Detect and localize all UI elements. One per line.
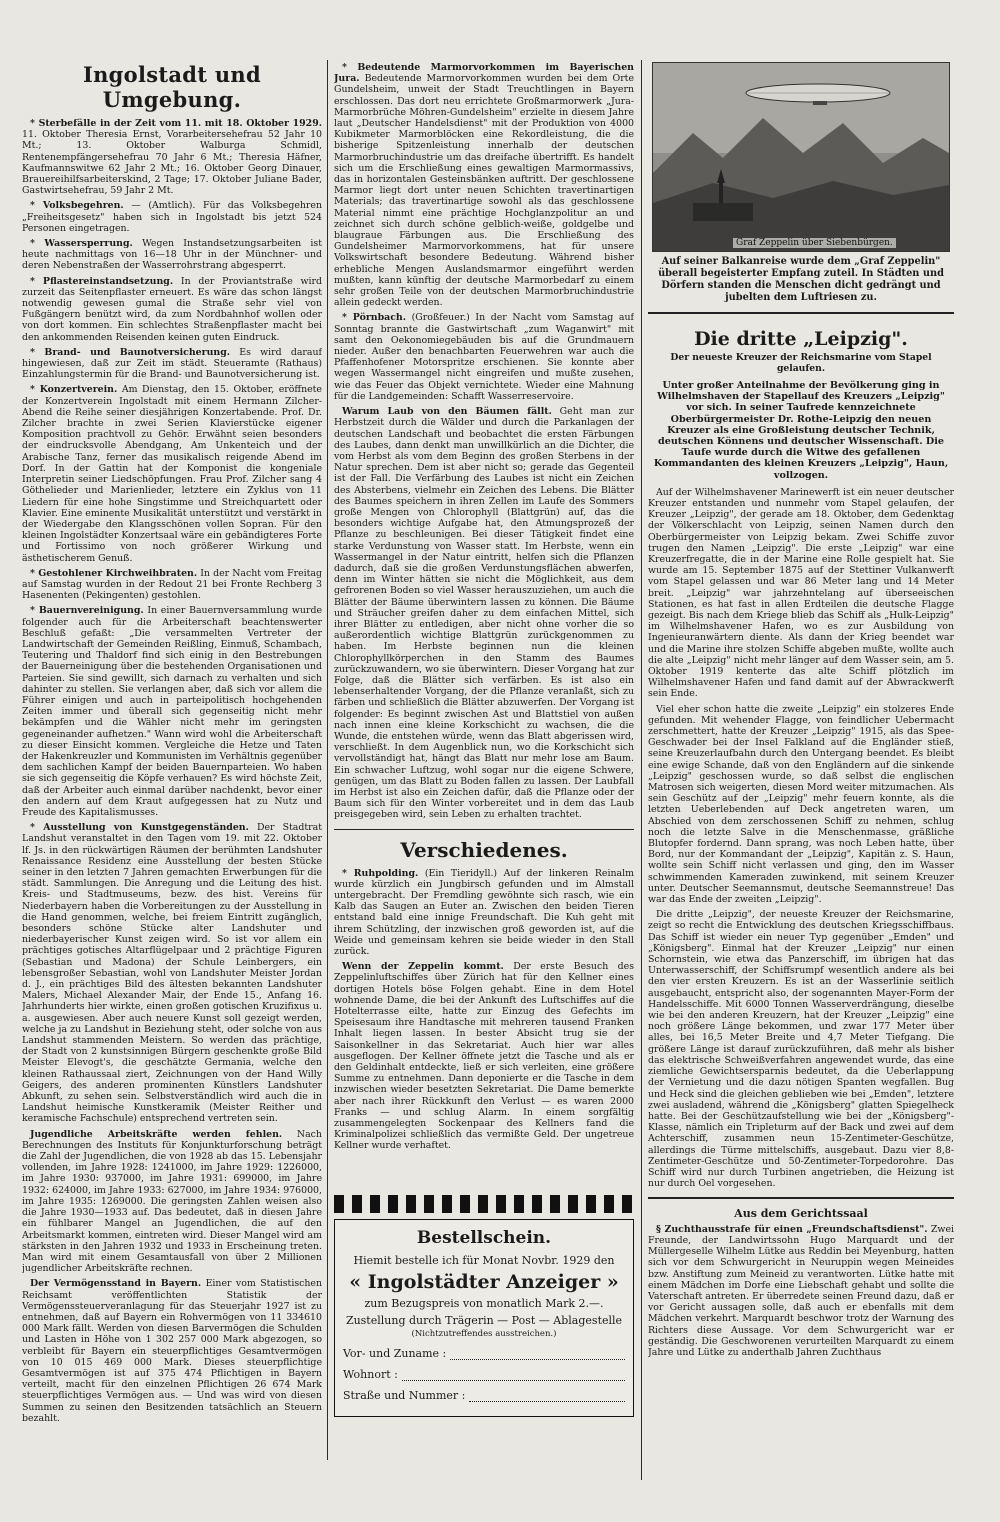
residence-field[interactable]: Wohnort :	[343, 1368, 625, 1381]
section-heading-ingolstadt: Ingolstadt und Umgebung.	[82, 62, 261, 112]
article-deaths: * Sterbefälle in der Zeit vom 11. mit 18. Oktober 1929. 11. Oktober Theresia Ernst, Vorarbeitersehefrau 52 Jahr 10 Mt.; 13. Oktober Walburga Schmidl, Rentenempfängersehefrau 70 Jahr 6 Mt.; Theresia Häfner, Kaufmannswitwe 62 Jahr 2 Mt.; 16. Oktober Georg Dinauer, Brauereihilfsarbeiterskind, 2 Tage; 17. Oktober Juliane Bader, Gastwirtsehefrau, 59 Jahr 2 Mt.	[22, 118, 322, 197]
ornament-border	[334, 1195, 634, 1213]
section-heading-court: Aus dem Gerichtssaal	[734, 1206, 868, 1220]
article-concert: * Konzertverein. Am Dienstag, den 15. Oktober, eröffnete der Konzertverein Ingolstadt mit einem Hermann Zilcher-Abend die Reihe seiner diesjährigen Konzertabende. Prof. Dr. Zilcher brachte in zwei Serien Klavierstücke eigener Komposition prachtvoll zu Gehör. Erwähnt seien besonders der eindrucksvolle Abendgang, Am Unkenteich und der Arabische Tanz, ferner das musikalisch reigende Abend im Dorf. In der Gattin hat der Komponist die kongeniale Interpretin seiner Liedschöpfungen. Frau Prof. Zilcher sang 4 Göthelieder und Marienlieder, letztere ein Zyklus von 11 Liedern für eine hohe Singstimme und Streichquartett oder Klavier. Eine eminente Musikalität unterstützt und verstärkt in der Wiedergabe den Klangsschönen vollen Sopran. Für den kleinen Ingolstädter Konzertsaal wäre ein gebändigteres Forte und Fortissimo von noch größerer Wirkung und ästhetischerem Genuß.	[22, 384, 322, 564]
article-wealth: Der Vermögensstand in Bayern. Einer vom Statistischen Reichsamt veröffentlichten Statistik der Vermögenssteuerveranlagung für das Steuerjahr 1927 ist zu entnehmen, daß auf Bayern ein Rohvermögen von 11 334610 000 Mark fällt. Werden von diesen Barvermögen die Schulden und Lasten in Höhe von 1 302 257 000 Mark abgezogen, so verbleibt für Bayern ein steuerpflichtiges Gesamtvermögen von 10 015 469 000 Mark. Dieses steuerpflichtige Gesamtvermögen ist auf 375 474 Pflichtigen in Bayern verteilt, macht für den einzelnen Pflichtigen 26 674 Mark steuerpflichtiges Vermögen aus. — Und was wird von diesen Summen zu seinen den Besitzenden tatsächlich an Steuern bezahlt.	[22, 1278, 322, 1424]
article-leaves: Warum Laub von den Bäumen fällt. Geht man zur Herbstzeit durch die Wälder und durch die Parkanlagen der deutschen Landschaft und beobachtet die ersten Färbungen des Laubes, dann denkt man unwillkürlich an die Dichter, die vom Herbst als vom dem Beginn des großen Sterbens in der Natur sprechen. Dem ist aber nicht so; gerade das Gegenteil ist der Fall. Die Verfärbung des Laubes ist nicht ein Zeichen des Absterbens, vielmehr ein Zeichen des Lebens. Die Blätter des Baumes speichern in ihren Zellen im Laufe des Sommers große Mengen von Chlorophyll (Blattgrün) auf, das die besonders wichtige Aufgabe hat, den Atmungsprozeß der Pflanze zu beschleunigen. Bei dieser Tätigkeit findet eine starke Verdunstung von Wasser statt. Im Herbste, wenn ein Wassermangel in der Natur eintritt, helfen sich die Pflanzen dadurch, daß sie die großen Verdunstungsflächen abwerfen, denn im Winter hätten sie nicht die Möglichkeit, aus dem gefrorenen Boden so viel Wasser herauszuziehen, um auch die Blätter der Bäume überwintern lassen zu können. Die Bäume und Sträucher greifen daher zu dem einfachen Mittel, sich ihrer Blätter zu entledigen, aber nicht ohne vorher die so außerordentlich wichtige Blattgrün zurückgenommen zu haben. Im Herbste beginnen nun die kleinen Chlorophyllkörperchen in den Stamm des Baumes zurückzuwandern, wo sie überwintern. Dieser Vorgang hat zur Folge, daß die Blätter sich verfärben. Es ist also ein lebenserhaltender Vorgang, der die Pflanze veranlaßt, sich zu färben und schließlich die Blätter abzuwerfen. Der Vorgang ist folgender: Es beginnt zwischen Ast und Blattstiel von außen nach innen eine kleine Korkschicht zu wachsen, die die Wunde, die entstehen würde, wenn das Blatt abgerissen wird, verschließt. In dem Augenblick nun, wo die Korkschicht sich vervollständigt hat, hängt das Blatt nur mehr lose am Baum. Ein schwacher Luftzug, wohl sogar nur die eigene Schwere, genügen, um das Blatt zu Boden fallen zu lassen. Der Laubfall im Herbst ist also ein Zeichen dafür, daß die Pflanze oder der Baum sich für den Winter vorbereitet und in dem das Laub preisgegeben wird, sein Leben zu erhalten trachtet.	[334, 406, 634, 821]
article-water: * Wassersperrung. Wegen Instandsetzungsarbeiten ist heute nachmittags von 16—18 Uhr in der Münchner- und deren Nebenstraßen der Wasserrohrstrang abgesperrt.	[22, 238, 322, 272]
article-paving: * Pflastereinstandsetzung. In der Proviantstraße wird zurzeit das Seitenpflaster erneuert. Es wäre das schon längst notwendig gewesen gumal die Straße sehr viel von Fußgängern benützt wird, da zum Nordbahnhof wollen oder von dort kommen. Ein schlechtes Straßenpflaster macht bei den ankommenden Reisenden keinen guten Eindruck.	[22, 275, 322, 343]
name-field[interactable]: Vor- und Zuname :	[343, 1347, 625, 1360]
article-youth-labor: Jugendliche Arbeitskräfte werden fehlen. Nach Berechnungen des Instituts für Konjunkturforschung beträgt die Zahl der Jugendlichen, die von 1928 ab das 15. Lebensjahr vollenden, im Jahre 1928: 1241000, im Jahre 1929: 1226000, im Jahre 1930: 937000, im Jahre 1931: 699000, im Jahre 1932: 624000, im Jahre 1933: 627000, im Jahre 1934: 976000, im Jahre 1935: 1269000. Die geringsten Zahlen weisen also die Jahre 1930—1933 auf. Das bedeutet, daß in diesen Jahre ein fühlbarer Mangel an Jugendlichen, die auf den Arbeitsmarkt kommen, eintreten wird. Dieser Mangel wird am stärksten in den Jahren 1932 und 1933 in Erscheinung treten. Man wird mit einem Gesamtausfall von über 2 Millionen jugendlicher Arbeitskräfte rechnen.	[22, 1128, 322, 1275]
article-marble: * Bedeutende Marmorvorkommen im Bayerischen Jura. Bedeutende Marmorvorkommen wurden bei dem Orte Gundelsheim, unweit der Stadt Treuchtlingen in Bayern erschlossen. Das dort neu errichtete Großmarmorwerk „Jura-Marmorbrüche Möhren-Gundelsheim" erzielte in diesem Jahre laut „Deutscher Handelsdienst" mit der Produktion von 4000 Kubikmeter Marmorblöcken eine Rekordleistung, die die bisherige Spitzenleistung innerhalb der deutschen Marmorbruchindustrie um das dreifache übertrifft. Es handelt sich um die Erschließung eines gewaltigen Marmormassivs, das in horizontalen Gesteinsbänken auftritt. Der geschlossene Marmor liegt dort unter neuen Schichten travertinartigen Materials; das travertinartige sowohl als das geschlossene Material nimmt eine prächtige Hochglanzpolitur an und zeichnet sich durch schöne gelblich-weiße, goldgelbe und blaugraue Färbungen aus. Die Erschließung des Gundelsheimer Marmorvorkommens, hat für unsere Volkswirtschaft besondere Bedeutung. Während bisher erhebliche Mengen Auslandsmarmor eingeführt werden mußten, kann künftig der deutsche Marmorbedarf zu einem sehr großen Teile von der deutschen Marmorbruchindustrie allein gedeckt werden.	[334, 62, 634, 309]
article-exhibition: * Ausstellung von Kunstgegenständen. Der Stadtrat Landshut veranstaltet in den Tagen vom 19. mit 22. Oktober lf. Js. in den rückwärtigen Räumen der berühmten Landshuter Renaissance Residenz eine Ausstellung der besten Stücke seiner in den letzten 7 Jahren gemachten Erwerbungen für die städt. Sammlungen. Die Anregung und die Leitung des hist. Kreis- und Stadtmuseums, bezw. des hist. Vereins für Niederbayern haben die Vorbereitungen zu der Ausstellung in die Hand genommen, welche, bei freiem Eintritt zugänglich, besonders schöne Stücke alter Landshuter und niederbayerischer Kunst zeigen wird. So ist vor allem ein prächtiges gotisches Altarflügelpaar und 2 prächtige Figuren (Sebastian und Madona) der Schule Leinbergers, ein lebensgroßer Sebastian, wohl von Landshuter Meister Jordan d. J., ein prächtiges Bild des ältesten bekannten Landshuter Malers, Michael Alexander Mair, der Ende 15., Anfang 16. Jahrhunderts hier wirkte, einen großen gotischen Kruzifixus u. a. ausgewiesen. Aber auch neuere Kunst soll gezeigt werden, welche ja zu Landshut in Beziehung steht, oder solche von aus Landshut stammenden Meistern. So werden das prächtige, der Stadt von 2 kunstsinnigen Bürgern geschenkte große Bild Meister Elevogt's, die geschätzte Germania, welche den kleinen Rathaussaal ziert, Zeichnungen von der Hand Willy Geigers, des anderen prominenten Künstlers Landshuter Abkunft, zu sehen sein. Selbstverständlich wird auch die in Landshut heimische Kunstkeramik (Meister Reither und keramische Fachschule) entsprechend vertreten sein.	[22, 822, 322, 1125]
column-local-news	[22, 62, 322, 1462]
order-form-box	[334, 1219, 634, 1417]
article-zeppelin-theft: Wenn der Zeppelin kommt. Der erste Besuch des Zeppelinluftschiffes über Zürich hat für den Kellner eines dortigen Hotels böse Folgen gehabt. Eine in dem Hotel wohnende Dame, die bei der Ankunft des Luftschiffes auf die Hotelterrasse eilte, hatte zur Einzug des Gefechts im Speisesaum ihre Handtasche mit mehreren tausend Franken Inhalt liegen lassen. In bester Absicht trug sie der Saisonkellner in das Sekretariat. Auch hier war alles ausgeflogen. Der Kellner öffnete jetzt die Tasche und als er den Geldinhalt entdeckte, ließ er sich verleiten, eine größere Summe zu entnehmen. Dann deponierte er die Tasche in dem inzwischen wieder besetzten Sekretariat. Die Dame bemerkte aber nach ihrer Rückkunft den Verlust — es waren 2000 Franks — und schlug Alarm. In einem sorgfältig zusammengelegten Sockenpaar des Kellners fand die Kriminalpolizei schließlich das vermißte Geld. Der ungetreue Kellner wurde verhaftet.	[334, 961, 634, 1152]
article-leipzig-p3: Die dritte „Leipzig", der neueste Kreuzer der Reichsmarine, zeigt so recht die Entwicklung des deutschen Kriegsschiffbaus. Das Schiff ist wieder ein neuer Typ gegenüber „Emden" und „Königsberg". Einmal hat der Kreuzer „Leipzig" nur einen Schornstein, wie etwa das Panzerschiff, im übrigen hat das Unterwasserschiff, der Schiffsrumpf wesentlich andere als bei den vier ersten Kreuzern. Es ist an der Wasserlinie seitlich ausgebaucht, entspricht also, der sogenannten Mayer-Form der Handelsschiffe. Mit 6000 Tonnen Wasserverdrängung, dieselbe wie bei den anderen Kreuzern, hat der Kreuzer „Leipzig" eine noch größere Länge bekommen, und zwar 177 Meter über alles, bei 16,5 Meter Breite und 4,7 Meter Tiefgang. Die größere Länge ist darauf zurückzuführen, daß mehr als bisher das elektrische Schweißverfahren angewendet wurde, das eine ziemliche Gewichtsersparnis bedeutet, da die Ueberlappung der Vernietung und die dazu nötigen Spanten wegfallen. Bug und Heck sind die gleichen geblieben wie bei „Emden", letztere zwei ausladend, während die „Königsberg" glatten Spiegelheck hatte. Bei der Geschützaufstellung wie bei der „Königsberg"-Klasse, nämlich ein Tripleturm auf der Back und zwei auf dem Achterschiff, zusammen neun 15-Zentimeter-Geschütze, allerdings die Türme mittelschiffs, ausgebaut. Dazu vier 8,8-Zentimeter-Geschütze und 50-Zentimeter-Torpedorohre. Das Schiff wird nur durch Turbinen angetrieben, die Heizung ist nur durch Oel vorgesehen.	[648, 909, 954, 1190]
subscription-price: zum Bezugspreis von monatlich Mark 2.—.	[364, 1297, 604, 1310]
zeppelin-caption-text: Auf seiner Balkanreise wurde dem „Graf Zeppelin" überall begeisterter Empfang zuteil. In Städten und Dörfern standen die Menschen dicht gedrängt und jubelten dem Luftriesen zu.	[658, 256, 944, 303]
divider	[648, 1197, 954, 1199]
street-field[interactable]: Straße und Nummer :	[343, 1389, 625, 1402]
article-farmers: * Bauernvereinigung. In einer Bauernversammlung wurde folgender auch für die Arbeiterschaft beachtenswerter Beschluß gefaßt: „Die versammelten Vertreter der Landwirtschaft der Gemeinden Reißling, Einmuß, Schambach, Teutering und Thaldorf find sich einig in den Bestrebungen der Bauerneinigung über die bestehenden Organisationen und Parteien. Sie sind gewillt, sich darnach zu verhalten und sich dahinter zu stellen. Sie verlangen aber, daß sich vor allem die Führer einigen und auch in parteipolitisch hochgehenden Zeiten immer und überall sich gegenseitig nicht mehr bekämpfen und die Wähler nicht mehr im geringsten gegeneinander aufhetzen." Wann wird wohl die Arbeiterschaft zu dieser Einsicht kommen. Vergleiche die Hetze und Taten der Hakenkreuzler und Kommunisten im Verhältnis gegenüber dem sachlichen Kampf der beiden Bauernparteien. Wo haben sie sich gegenseitig die Köpfe verhauen? Es wird höchste Zeit, daß der Arbeiter auch einmal darüber nachdenkt, bevor einer den andern auf dem Kraut aufgegessen hat zu Nutz und Freude des Kapitalismusses.	[22, 605, 322, 818]
article-heading-leipzig: Die dritte „Leipzig".	[694, 327, 908, 350]
order-form-line: Hiemit bestelle ich für Monat Novbr. 1929 den	[353, 1254, 615, 1267]
article-fire: * Pörnbach. (Großfeuer.) In der Nacht vom Samstag auf Sonntag brannte die Gastwirtschaft „zum Waganwirt" mit samt den Oekonomiegebäuden bis auf die Grundmauern nieder. Außer den benachbarten Feuerwehren war auch die Pfaffenhofener Motorspritze erschienen. Sie konnte aber wegen Wassermangel nicht eingreifen und mußte zusehen, wie das Feuer das Objekt vernichtete. Wieder eine Mahnung für die Landgemeinden: Schafft Wasserreservoire.	[334, 312, 634, 402]
zeppelin-drawing	[653, 63, 949, 251]
column-rule	[641, 60, 642, 1480]
article-insurance: * Brand- und Baunotversicherung. Es wird darauf hingewiesen, daß zur Zeit im städt. Steueramte (Rathaus) Einzahlungstermin für die Brand- und Baunotversicherung ist.	[22, 346, 322, 381]
column-right	[648, 62, 954, 1502]
delivery-note: (Nichtzutreffendes ausstreichen.)	[411, 1329, 557, 1339]
article-keyword: * Sterbefälle in der Zeit vom 11. mit 18. Oktober 1929.	[30, 118, 322, 129]
newspaper-name: « Ingolstädter Anzeiger »	[349, 1271, 619, 1293]
illustration-caption: Graf Zeppelin über Siebenbürgen.	[733, 238, 896, 248]
article-ruhpolding: * Ruhpolding. (Ein Tieridyll.) Auf der linkeren Reinalm wurde kürzlich ein Jungbirsch gefunden und im Almstall untergebracht. Der Fremdling gewöhnte sich rasch, wie ein Kalb das Saugen an Euter an. Zwischen den beiden Tieren entstand bald eine innige Freundschaft. Die Kuh geht mit ihrem Schützling, der inzwischen groß geworden ist, auf die Weide und gemeinsam kehren sie beide wieder in den Stall zurück.	[334, 867, 634, 958]
article-leipzig-p1: Auf der Wilhelmshavener Marinewerft ist ein neuer deutscher Kreuzer entstanden und nunmehr vom Stapel gelaufen, der Kreuzer „Leipzig", der gerade am 18. Oktober, dem Gedenktag der Völkerschlacht von Leipzig, seinen Namen durch den Oberbürgermeister von Leipzig bekam. Zwei Schiffe zuvor trugen den Namen „Leipzig". Die erste „Leipzig" war eine Kreuzerfregatte, die in der Marine eine Rolle gespielt hat. Sie wurde am 15. September 1875 auf der Stettiner Vulkanwerft vom Stapel gelassen und war 86 Meter lang und 14 Meter breit. „Leipzig" war jahrzehntelang auf überseeischen Stationen, es hat fast in allen Erdteilen die deutsche Flagge gezeigt. Bis nach dem Kriege blieb das Schiff als „Hulk-Leipzig" im Wilhelmshavener Hafen, wo es zur Ausbildung von Ingenieuranwärtern diente. Als dann der Krieg beendet war und die Marine ihre stolzen Schiffe abgeben mußte, wollte auch die alte „Leipzig" nicht mehr länger auf dem Wasser sein, am 5. Oktober 1919 kenterte das alte Schiff plötzlich im Wilhelmshavener Hafen und fand damit auf der Abwrackwerft sein Ende.	[648, 486, 954, 700]
article-leipzig-p2: Viel eher schon hatte die zweite „Leipzig" ein stolzeres Ende gefunden. Mit wehender Flagge, von feindlicher Uebermacht zerschmettert, hatte der Kreuzer „Leipzig" 1915, als das Spee-Geschwader bei der Insel Falkland auf die Engländer stieß, seine Kreuzerlaufbahn durch den Untergang beendet. Es bleibt eine ewige Schande, daß von den Engländern auf die sinkende „Leipzig" geschossen wurde, so daß selbst die englischen Matrosen sich weigerten, diesen Mord weiter mitzumachen. Als sein Geschütz auf der „Leipzig" mehr feuern konnte, als die letzten Ueberlebenden auf Deck angetreten waren, um Abschied von dem zerschossenen Schiff zu nehmen, schlug noch die letzte Salve in die Menschenmasse, gräßliche Blutopfer fordernd. Dann sprang, was noch Leben hatte, über Bord, nur der Kommandant der „Leipzig", Kapitän z. S. Haun, wollte sein Schiff nicht verlassen und ging, den im Wasser schwimmenden Kameraden zuwinkend, mit seinem Kreuzer unter. Deutscher Seemannsmut, deutsche Seemannstreue! Das war das Ende der zweiten „Leipzig".	[648, 703, 954, 906]
zeppelin-illustration	[652, 62, 950, 252]
subscription-order-form	[334, 1195, 634, 1467]
article-subheading-leipzig: Der neueste Kreuzer der Reichsmarine vom Stapel gelaufen.	[670, 351, 932, 374]
column-rule	[327, 60, 328, 1460]
article-court: § Zuchthausstrafe für einen „Freundschaftsdienst". Zwei Freunde, der Landwirtssohn Hugo Marquardt und der Müllergeselle Wilhelm Lütke aus Reddin bei Meyenburg, hatten sich vor dem Schwurgericht in Neuruppin wegen Meineides bzw. Anstiftung zum Meineid zu verantworten. Lütke hatte mit einem Mädchen im Dorfe eine Liebschaft gehabt und sollte die Vaterschaft antreten. Er überredete seinen Freund dazu, daß er vor Gericht aussagen solle, daß auch er ebenfalls mit dem Mädchen verkehrt. Marquardt beschwor trotz der Warnung des Richters diese Aussage. Vor dem Schwurgericht war er geständig. Die Geschworenen verurteilten Marquardt zu einem Jahre und Lütke zu anderthalb Jahren Zuchthaus	[648, 1223, 954, 1359]
delivery-options: Zustellung durch Trägerin — Post — Ablagestelle	[345, 1314, 623, 1327]
order-form-title: Bestellschein.	[416, 1228, 552, 1248]
article-theft: * Gestohlener Kirchweihbraten. In der Nacht vom Freitag auf Samstag wurden in der Redout 21 bei Fronte Rechberg 3 Hasenenten (Pekingenten) gestohlen.	[22, 567, 322, 602]
article-lead-leipzig: Unter großer Anteilnahme der Bevölkerung ging in Wilhelmshaven der Stapellauf des Kreuzers „Leipzig" vor sich. In seiner Taufrede kennzeichnete Oberbürgermeister Dr. Rothe-Leipzig den neuen Kreuzer als eine Großleistung deutscher Technik, deutschen Könnens und deutscher Wissenschaft. Die Taufe wurde durch die Witwe des gefallenen Kommandanten des kleinen Kreuzers „Leipzig", Haun, vollzogen.	[653, 379, 949, 481]
section-heading-misc: Verschiedenes.	[334, 829, 634, 862]
article-referendum: * Volksbegehren. — (Amtlich). Für das Volksbegehren „Freiheitsgesetz" haben sich in Ingolstadt bis jetzt 524 Personen eingetragen.	[22, 200, 322, 234]
divider	[648, 312, 954, 314]
